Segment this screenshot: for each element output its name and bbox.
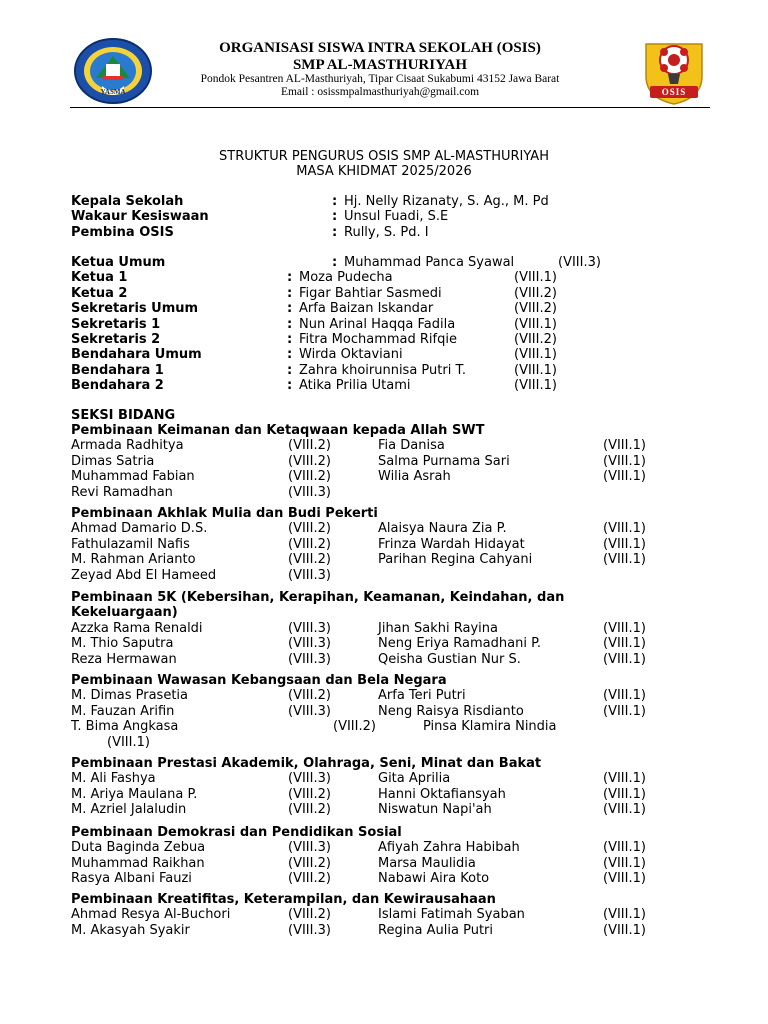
officer-colon: : [287, 347, 293, 363]
officer-colon: : [287, 331, 293, 347]
member-name: Islami Fatimah Syaban [378, 907, 525, 923]
member-name: Reza Hermawan [71, 651, 177, 667]
member-name: Marsa Maulidia [378, 855, 476, 871]
member-class: (VIII.1) [603, 636, 646, 652]
officer-name: Muhammad Panca Syawal [344, 255, 515, 270]
officer-class: (VIII.1) [514, 347, 557, 363]
school-address: Pondok Pesantren AL-Masthuriyah, Tipar Cisaat Sukabumi 43152 Jawa Barat [200, 73, 560, 85]
member-name: M. Thio Saputra [71, 636, 174, 652]
leader-colon: : [332, 225, 338, 240]
officer-name: Zahra khoirunnisa Putri T. [299, 362, 467, 378]
officer-role: Ketua Umum [71, 255, 166, 270]
member-name: Fia Danisa [378, 438, 445, 454]
section-title: Pembinaan Kreatifitas, Keterampilan, dan Kewirausahaan [71, 892, 496, 907]
member-class: (VIII.1) [603, 521, 646, 537]
leader-role: Wakaur Kesiswaan [71, 209, 209, 224]
member-name: T. Bima Angkasa [71, 719, 179, 735]
member-class: (VIII.2) [288, 552, 331, 568]
officer-name: Moza Pudecha [299, 270, 393, 286]
member-name: Gita Aprilia [378, 771, 451, 787]
officer-name: Arfa Baizan Iskandar [299, 301, 434, 317]
member-class: (VIII.1) [603, 871, 646, 887]
member-class: (VIII.2) [288, 907, 331, 923]
member-name: Ahmad Damario D.S. [71, 521, 208, 537]
member-name: Alaisya Naura Zia P. [378, 521, 507, 537]
member-name: Zeyad Abd El Hameed [71, 567, 217, 583]
section-title: Pembinaan Demokrasi dan Pendidikan Sosial [71, 825, 402, 840]
member-name: Duta Baginda Zebua [71, 840, 206, 856]
member-name: Muhammad Raikhan [71, 855, 205, 871]
member-name: Neng Raisya Risdianto [378, 703, 524, 719]
member-class: (VIII.2) [288, 453, 331, 469]
member-class: (VIII.3) [288, 567, 331, 583]
member-class: (VIII.2) [288, 855, 331, 871]
officer-colon: : [287, 285, 293, 301]
org-name: ORGANISASI SISWA INTRA SEKOLAH (OSIS) [219, 40, 541, 56]
member-name: Muhammad Fabian [71, 469, 195, 485]
officer-name: Fitra Mochammad Rifqie [299, 331, 457, 347]
member-class: (VIII.3) [288, 636, 331, 652]
yasma-logo-text: YASMA [100, 88, 126, 96]
doc-title-line1: STRUKTUR PENGURUS OSIS SMP AL-MASTHURIYAH [219, 149, 549, 164]
officer-name: Nun Arinal Haqqa Fadila [299, 316, 456, 332]
header-divider [70, 107, 710, 108]
member-class: (VIII.2) [288, 871, 331, 887]
member-class: (VIII.3) [288, 922, 331, 938]
officer-class: (VIII.3) [558, 255, 601, 270]
member-name: Arfa Teri Putri [378, 688, 466, 704]
leader-role: Kepala Sekolah [71, 194, 184, 209]
member-class: (VIII.1) [603, 536, 646, 552]
member-name: Neng Eriya Ramadhani P. [378, 636, 542, 652]
member-class: (VIII.3) [288, 771, 331, 787]
school-name: SMP AL-MASTHURIYAH [292, 57, 468, 73]
member-name: Fathulazamil Nafis [71, 536, 190, 552]
leader-name: Hj. Nelly Rizanaty, S. Ag., M. Pd [344, 194, 549, 209]
member-name: Azzka Rama Renaldi [71, 620, 203, 636]
officer-name: Figar Bahtiar Sasmedi [299, 285, 442, 301]
member-class: (VIII.3) [288, 840, 331, 856]
member-name: Pinsa Klamira Nindia [423, 719, 557, 735]
member-name: Rasya Albani Fauzi [71, 871, 192, 887]
member-name: Afiyah Zahra Habibah [378, 840, 520, 856]
officer-role: Ketua 2 [71, 285, 128, 301]
officer-class: (VIII.1) [514, 316, 557, 332]
member-name: M. Akasyah Syakir [71, 922, 190, 938]
member-class: (VIII.1) [603, 469, 646, 485]
member-name: Parihan Regina Cahyani [378, 552, 533, 568]
member-class: (VIII.3) [288, 703, 331, 719]
member-name: Qeisha Gustian Nur S. [378, 651, 521, 667]
member-class: (VIII.2) [288, 521, 331, 537]
member-name: M. Azriel Jalaludin [71, 802, 187, 818]
member-class: (VIII.1) [603, 922, 646, 938]
officer-role: Sekretaris 1 [71, 316, 161, 332]
officer-class: (VIII.2) [514, 301, 557, 317]
member-class: (VIII.2) [333, 719, 376, 735]
member-class: (VIII.2) [288, 688, 331, 704]
seksi-heading: SEKSI BIDANG [71, 408, 176, 423]
officer-class: (VIII.1) [514, 270, 557, 286]
member-class: (VIII.2) [288, 786, 331, 802]
member-name: M. Ali Fashya [71, 771, 156, 787]
officer-role: Bendahara 1 [71, 362, 164, 378]
officer-class: (VIII.1) [514, 362, 557, 378]
officer-role: Bendahara Umum [71, 347, 202, 363]
officer-colon: : [332, 255, 338, 270]
member-class: (VIII.1) [603, 552, 646, 568]
section-title: Pembinaan Prestasi Akademik, Olahraga, Seni, Minat dan Bakat [71, 756, 542, 771]
member-name: M. Fauzan Arifin [71, 703, 175, 719]
member-class: (VIII.2) [288, 469, 331, 485]
officer-class: (VIII.1) [514, 378, 557, 394]
member-class: (VIII.1) [603, 771, 646, 787]
member-class: (VIII.1) [603, 907, 646, 923]
member-name: Jihan Sakhi Rayina [378, 620, 498, 636]
member-class: (VIII.1) [603, 703, 646, 719]
member-class: (VIII.3) [288, 620, 331, 636]
officer-colon: : [287, 362, 293, 378]
leader-name: Unsul Fuadi, S.E [344, 209, 449, 224]
member-class: (VIII.3) [288, 484, 331, 500]
member-name: M. Rahman Arianto [71, 552, 196, 568]
section-title: Kekeluargaan) [71, 605, 178, 621]
officer-class: (VIII.2) [514, 331, 557, 347]
member-name: Ahmad Resya Al-Buchori [71, 907, 231, 923]
member-class: (VIII.1) [603, 688, 646, 704]
member-class: (VIII.1) [603, 453, 646, 469]
leader-colon: : [332, 209, 338, 224]
member-class: (VIII.1) [107, 734, 150, 750]
member-name: Nabawi Aira Koto [378, 871, 490, 887]
member-class: (VIII.2) [288, 536, 331, 552]
member-name: Wilia Asrah [378, 469, 451, 485]
doc-title-line2: MASA KHIDMAT 2025/2026 [296, 164, 472, 179]
member-class: (VIII.1) [603, 438, 646, 454]
leader-name: Rully, S. Pd. I [344, 225, 429, 240]
section-title: Pembinaan Wawasan Kebangsaan dan Bela Negara [71, 673, 447, 688]
osis-logo [642, 36, 706, 106]
officer-colon: : [287, 301, 293, 317]
officer-role: Sekretaris Umum [71, 301, 199, 317]
officer-colon: : [287, 316, 293, 332]
member-class: (VIII.3) [288, 651, 331, 667]
leader-role: Pembina OSIS [71, 225, 174, 240]
member-class: (VIII.1) [603, 802, 646, 818]
yasma-logo [74, 38, 152, 104]
section-title: Pembinaan Keimanan dan Ketaqwaan kepada Allah SWT [71, 423, 485, 438]
member-name: Revi Ramadhan [71, 484, 173, 500]
section-title: Pembinaan 5K (Kebersihan, Kerapihan, Keamanan, Keindahan, dan [71, 590, 565, 605]
member-class: (VIII.2) [288, 802, 331, 818]
osis-logo-text: OSIS [661, 87, 687, 97]
section-title: Pembinaan Akhlak Mulia dan Budi Pekerti [71, 506, 378, 521]
member-name: M. Ariya Maulana P. [71, 786, 198, 802]
member-class: (VIII.1) [603, 840, 646, 856]
member-name: Hanni Oktafiansyah [378, 786, 506, 802]
officer-role: Bendahara 2 [71, 378, 164, 394]
member-name: Niswatun Napi'ah [378, 802, 492, 818]
officer-name: Atika Prilia Utami [299, 378, 411, 394]
member-class: (VIII.1) [603, 855, 646, 871]
school-email: Email : osissmpalmasthuriyah@gmail.com [280, 86, 480, 98]
officer-name: Wirda Oktaviani [299, 347, 403, 363]
member-class: (VIII.1) [603, 786, 646, 802]
leader-colon: : [332, 194, 338, 209]
member-name: Armada Radhitya [71, 438, 184, 454]
member-class: (VIII.2) [288, 438, 331, 454]
member-name: Regina Aulia Putri [378, 922, 494, 938]
member-name: M. Dimas Prasetia [71, 688, 189, 704]
member-name: Frinza Wardah Hidayat [378, 536, 525, 552]
member-name: Dimas Satria [71, 453, 155, 469]
officer-role: Sekretaris 2 [71, 331, 161, 347]
member-name: Salma Purnama Sari [378, 453, 510, 469]
officer-colon: : [287, 270, 293, 286]
officer-role: Ketua 1 [71, 270, 128, 286]
member-class: (VIII.1) [603, 620, 646, 636]
officer-class: (VIII.2) [514, 285, 557, 301]
member-class: (VIII.1) [603, 651, 646, 667]
officer-colon: : [287, 378, 293, 394]
